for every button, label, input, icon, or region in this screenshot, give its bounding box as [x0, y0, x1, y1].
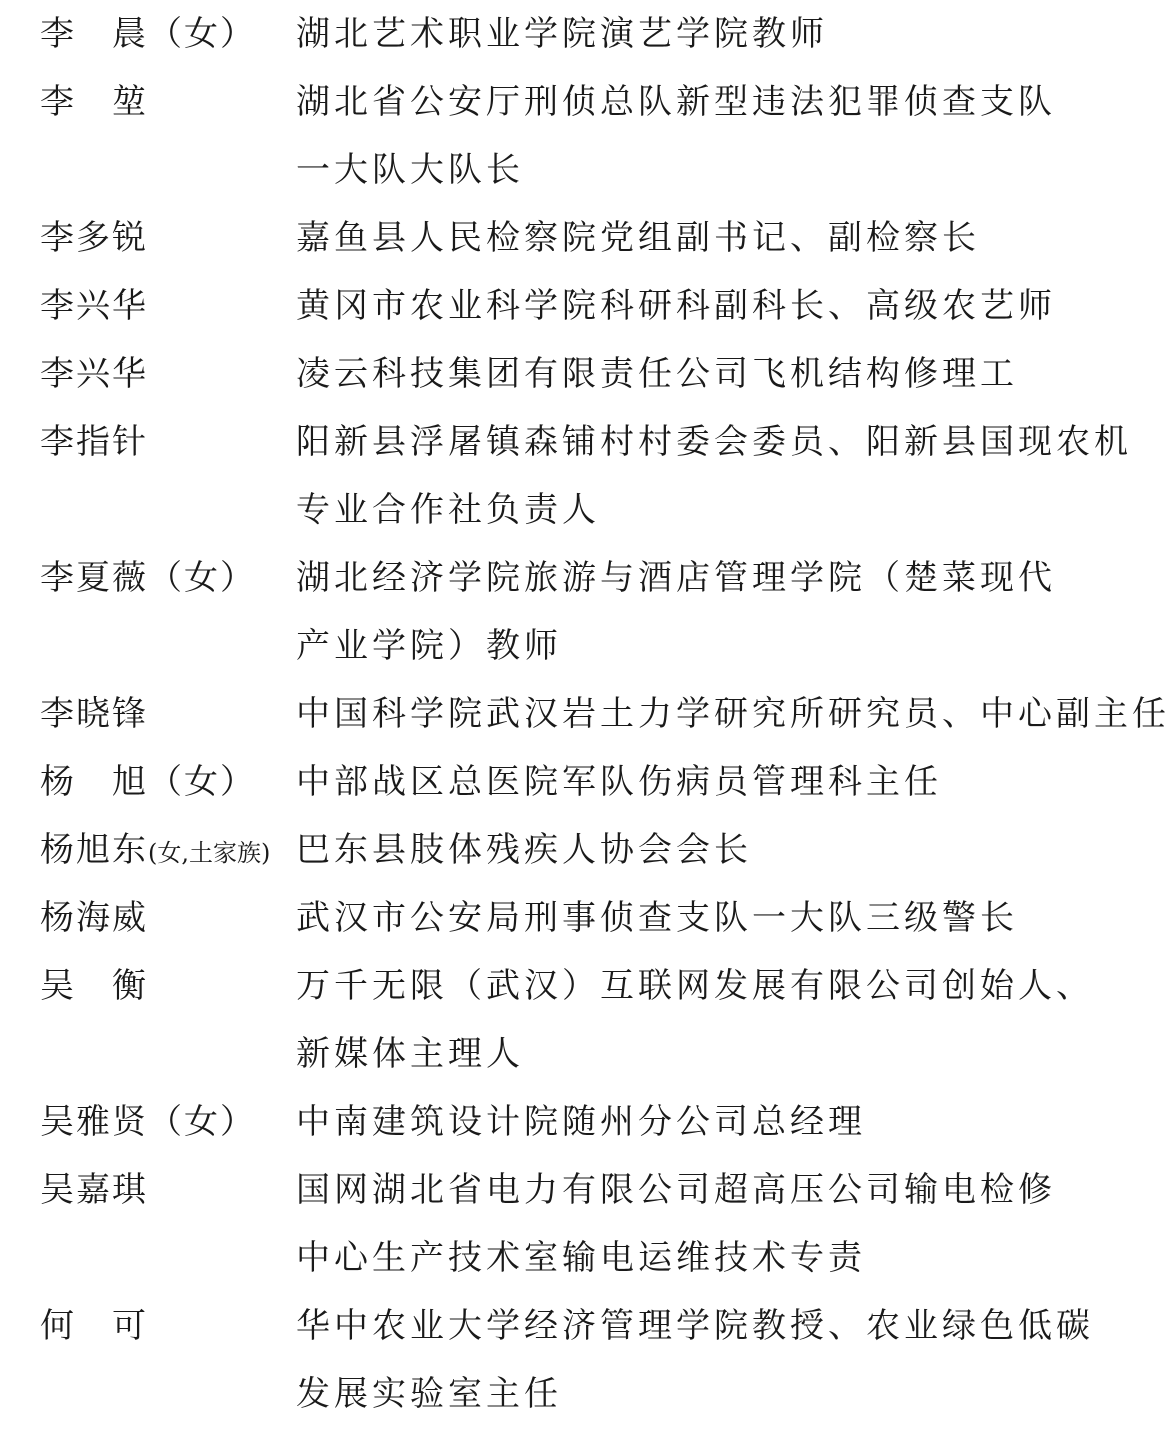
person-description [296, 1292, 1094, 1428]
person-name [40, 816, 290, 887]
person-name-text: 杨旭东 [40, 830, 148, 870]
description-line: 湖北艺术职业学院演艺学院教师 [296, 14, 828, 54]
description-line: 武汉市公安局刑事侦查支队一大队三级警长 [296, 898, 1018, 938]
description-line: 新媒体主理人 [296, 1034, 524, 1074]
person-name: 李多锐 [40, 218, 148, 258]
description-line: 产业学院）教师 [296, 626, 562, 666]
person-description [296, 748, 1056, 816]
description-line: 阳新县浮屠镇森铺村村委会委员、阳新县国现农机 [296, 422, 1132, 462]
description-line: 湖北经济学院旅游与酒店管理学院（楚菜现代 [296, 558, 1056, 598]
list-item [0, 204, 1080, 272]
person-name-suffix: (女,土家族) [148, 839, 271, 867]
person-description [296, 408, 1132, 544]
person-name: 吴嘉琪 [40, 1170, 148, 1210]
person-description [296, 544, 1056, 680]
list-item [0, 0, 1080, 68]
person-description [296, 0, 1056, 68]
person-name: 李兴华 [40, 286, 148, 326]
person-name: 吴 衡 [40, 966, 148, 1006]
description-line: 中部战区总医院军队伤病员管理科主任 [296, 762, 942, 802]
person-name: 李 晨（女） [40, 14, 256, 54]
description-line: 中国科学院武汉岩土力学研究所研究员、中心副主任 [296, 694, 1170, 734]
list-item [0, 272, 1080, 340]
list-item [0, 1156, 1080, 1292]
person-name: 何 可 [40, 1306, 148, 1346]
description-line: 黄冈市农业科学院科研科副科长、高级农艺师 [296, 286, 1056, 326]
description-line: 中心生产技术室输电运维技术专责 [296, 1238, 866, 1278]
person-name: 李指针 [40, 422, 148, 462]
person-description [296, 204, 1056, 272]
list-item [0, 340, 1080, 408]
list-item [0, 1292, 1094, 1428]
person-description [296, 272, 1056, 340]
list-item [0, 680, 1170, 748]
person-name: 李 堃 [40, 82, 148, 122]
description-line: 湖北省公安厅刑侦总队新型违法犯罪侦查支队 [296, 82, 1056, 122]
person-description [296, 1088, 1056, 1156]
person-description [296, 952, 1094, 1088]
person-name: 李晓锋 [40, 694, 148, 734]
person-description [296, 816, 1056, 884]
person-description [296, 340, 1056, 408]
person-name: 李兴华 [40, 354, 148, 394]
person-name: 李夏薇（女） [40, 558, 256, 598]
list-item [0, 408, 1132, 544]
list-item [0, 68, 1080, 204]
description-line: 嘉鱼县人民检察院党组副书记、副检察长 [296, 218, 980, 258]
description-line: 华中农业大学经济管理学院教授、农业绿色低碳 [296, 1306, 1094, 1346]
person-name: 杨海威 [40, 898, 148, 938]
list-item [0, 952, 1094, 1088]
person-description [296, 884, 1056, 952]
person-description [296, 68, 1056, 204]
list-item [0, 1088, 1080, 1156]
list-item [0, 884, 1080, 952]
description-line: 中南建筑设计院随州分公司总经理 [296, 1102, 866, 1142]
list-item [0, 748, 1080, 816]
description-line: 国网湖北省电力有限公司超高压公司输电检修 [296, 1170, 1056, 1210]
description-line: 发展实验室主任 [296, 1374, 562, 1414]
list-item [0, 816, 1080, 884]
person-name: 杨 旭（女） [40, 762, 256, 802]
person-description [296, 680, 1170, 748]
list-item [0, 544, 1080, 680]
description-line: 巴东县肢体残疾人协会会长 [296, 830, 752, 870]
person-name: 吴雅贤（女） [40, 1102, 256, 1142]
person-description [296, 1156, 1056, 1292]
description-line: 专业合作社负责人 [296, 490, 600, 530]
description-line: 一大队大队长 [296, 150, 524, 190]
description-line: 凌云科技集团有限责任公司飞机结构修理工 [296, 354, 1018, 394]
description-line: 万千无限（武汉）互联网发展有限公司创始人、 [296, 966, 1094, 1006]
